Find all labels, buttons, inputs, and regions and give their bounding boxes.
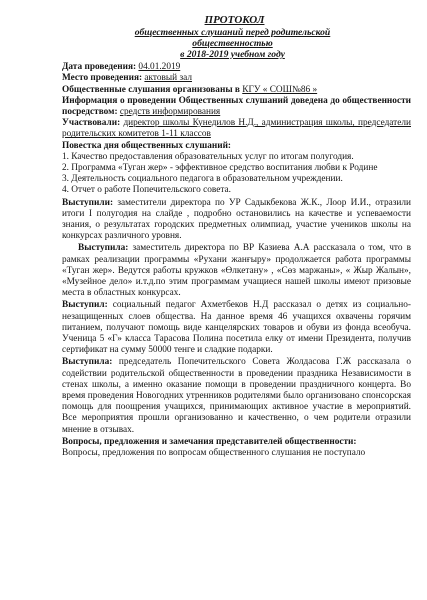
speech-paragraph [62, 198, 411, 243]
document-title: ПРОТОКОЛ [204, 14, 265, 26]
participants-row [62, 118, 411, 140]
participants-value: директор школы Кунедилов Н.Д., администрация школы, председатели родительских комитетов 1-11 классов [62, 118, 411, 140]
speech-text: председатель Попечительского Совета Жолдасова Г.Ж рассказала о содействии родительской общественности в проведении праздника Независимости в стенах школы, а именно оказание помощи в проведении праздничного концерта. Во время проведения Новогодних утренников родителями было организовано спонсорская помощь для поощрения учащихся, принимающих активное участие в мероприятий. Все мероприятия прошли организованно и качественно, о чем родители отразили мнение в отзывах. [62, 357, 412, 435]
speech-label: Выступила: [78, 243, 129, 254]
speech-text: заместители директора по УР Садыкбекова Ж.К., Лоор И.И., отразили итоги I полугодия на слайде , подробно остановились на качестве и успеваемости знания, о результатах городских предметных олимпиад, участие учеников школы на конкурсах различного уровня. [62, 197, 411, 242]
agenda-item: 4. Отчет о работе Попечительского совета. [62, 185, 231, 196]
speech-label: Выступила: [62, 357, 113, 368]
place-label: Место проведения: [62, 73, 143, 84]
agenda-list [62, 152, 411, 197]
speech-label: Выступили: [62, 197, 114, 208]
agenda-heading: Повестка дня общественных слушаний: [62, 140, 232, 151]
organized-label: Общественные слушания организованы в [62, 84, 240, 95]
place-row [62, 73, 411, 84]
subtitle-line: в 2018-2019 учебном году [180, 48, 285, 60]
speech-paragraph [62, 300, 411, 356]
info-row [62, 96, 411, 118]
questions-text: Вопросы, предложения по вопросам общественного слушания не поступало [62, 448, 366, 459]
agenda-item: 2. Программа «Туган жер» - эффективное средство воспитания любви к Родине [62, 162, 378, 173]
participants-label: Участвовали: [62, 118, 121, 129]
subtitle-line: общественных слушаний перед родительской [134, 26, 331, 38]
document-subtitle [68, 27, 397, 61]
agenda-item: 3. Деятельность социального педагога в образовательном учреждении. [62, 174, 343, 185]
place-value: актовый зал [144, 73, 192, 84]
speech-paragraph [62, 357, 411, 435]
date-row [62, 62, 411, 73]
speech-label: Выступил: [62, 300, 108, 311]
questions-heading: Вопросы, предложения и замечания представителей общественности: [62, 436, 357, 447]
info-value: средств информирования [119, 106, 221, 117]
subtitle-line: общественностью [192, 37, 273, 49]
info-label: Информация о проведении Общественных слушаний доведена до общественности посредством: [62, 95, 411, 117]
organized-value: КГУ « СОШ№86 » [242, 84, 318, 95]
organized-row [62, 85, 411, 96]
speech-text: заместитель директора по ВР Казиева А.А рассказала о том, что в рамках реализации программы «Рухани жанғыру» продолжается работа программы «Туган жер». Ведутся работы кружков «Өлкетану» , «Сөз маржаны», « Жыр Жалын», «Музейное дело» и.т.д.по этим программам учащиеся нашей школы имеют призовые места в областных конкурсах. [62, 243, 411, 299]
date-value: 04.01.2019 [138, 62, 181, 73]
agenda-item: 1. Качество предоставления образовательных услуг по итогам полугодия. [62, 151, 354, 162]
speech-text: социальный педагог Ахметбеков Н.Д рассказал о детях из социально-незащищенных слоев общества. На данное время 46 учащихся охвачены горячим питанием, получают помощь виде канцелярских товаров и обуви из фонда всеобуча. Ученица 5 «Г» класса Тарасова Полина посетила елку от имени Президента, получив сертификат на сумму 50000 тенге и сладкие подарки. [62, 300, 412, 356]
date-label: Дата проведения: [62, 62, 137, 73]
speech-paragraph [62, 243, 411, 299]
